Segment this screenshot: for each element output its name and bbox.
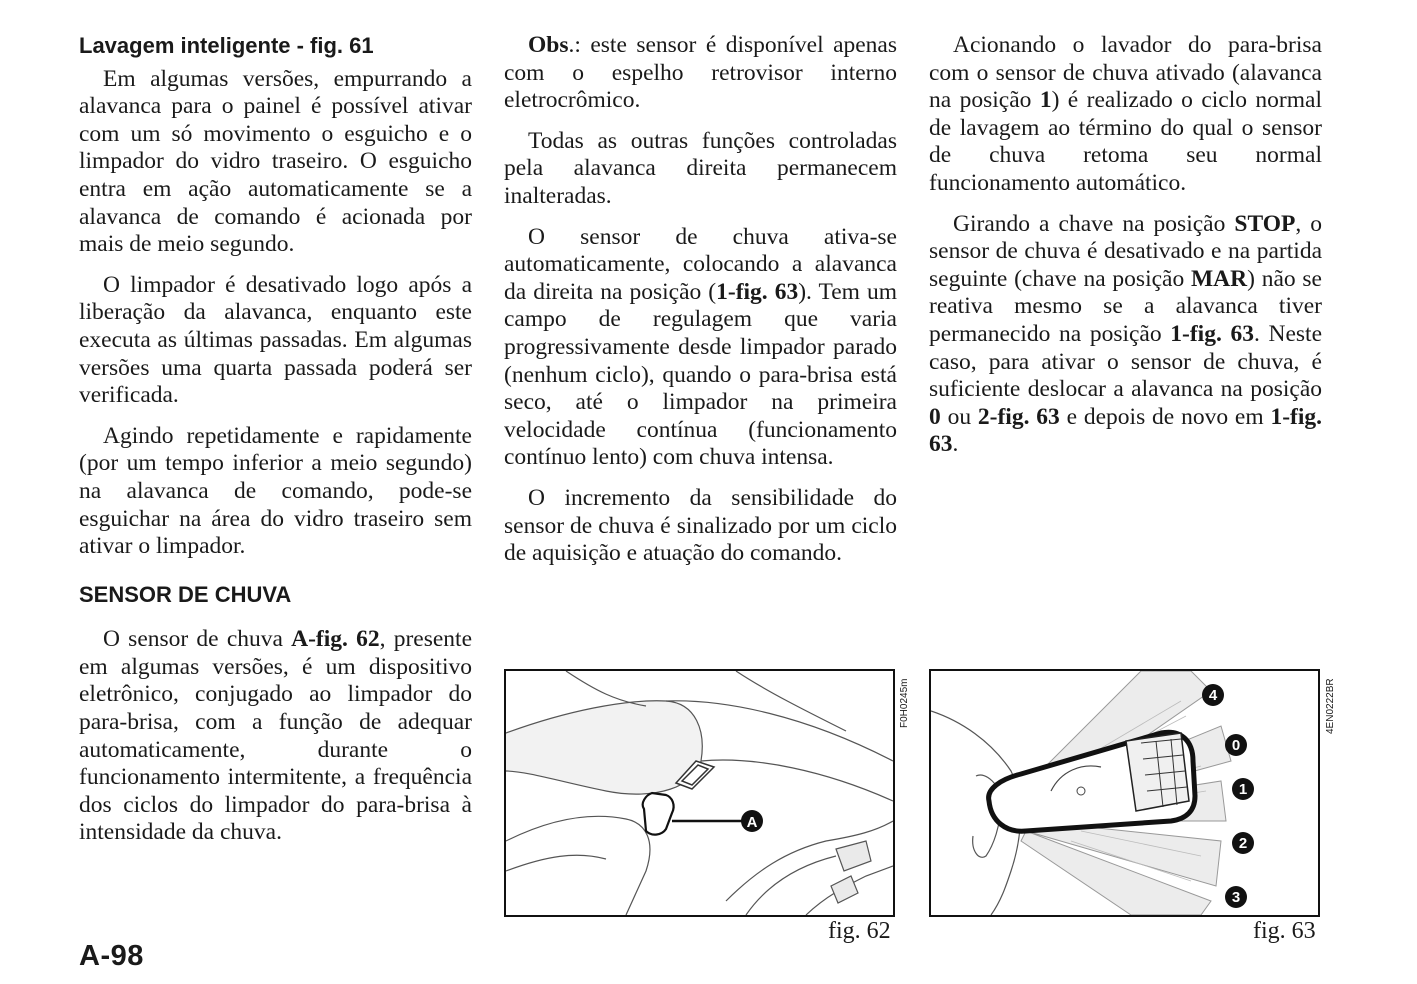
- sensor-shape: [643, 793, 674, 835]
- figure-caption-63: fig. 63: [1253, 918, 1316, 944]
- figure-rain-sensor: [504, 669, 895, 917]
- paragraph: O incremento da sensibilidade do sensor de chuva é sinalizado por um ciclo de aquisição e atuação do comando.: [504, 484, 897, 567]
- paragraph: O sensor de chuva ativa-se automaticamente, colocando a alavanca da direita na posição (1-fig. 63). Tem um campo de regulagem que varia progressivamente desde limpador parado (nenhum ciclo), quando o para-brisa está seco, até o limpador na primeira velocidade contínua (funcionamento contínuo lento) com chuva intensa.: [504, 223, 898, 471]
- position-label-2: 2: [1238, 835, 1248, 852]
- text-column-2: [504, 32, 897, 581]
- paragraph: O sensor de chuva A-fig. 62, presente em algumas versões, é um dispositivo eletrônico, conjugado ao limpador do para-brisa, com a função de adequar automaticamente, durante o funcionamento intermitente, a frequência dos ciclos do limpador do para-brisa à intensidade da chuva.: [79, 626, 472, 846]
- section-heading-rain-sensor: SENSOR DE CHUVA: [79, 581, 292, 607]
- paragraph: Acionando o lavador do para-brisa com o sensor de chuva ativado (alavanca na posição 1) é realizado o ciclo normal de lavagem ao término do qual o sensor de chuva retoma seu normal funcionamento automático.: [929, 32, 1322, 196]
- position-label-1: 1: [1238, 781, 1248, 798]
- figure-code-62: F0H0245m: [899, 678, 910, 728]
- text-column-3: [929, 32, 1322, 472]
- figure-code-63: 4EN0222BR: [1325, 678, 1336, 734]
- position-label-4: 4: [1208, 687, 1218, 704]
- figure-wiper-lever: [929, 669, 1320, 917]
- paragraph: Todas as outras funções controladas pela alavanca direita permanecem inalteradas.: [504, 127, 897, 209]
- wiper-lever-illustration: [931, 671, 1318, 915]
- section-heading-smart-wash: Lavagem inteligente - fig. 61: [79, 33, 374, 58]
- paragraph-note: Obs.: este sensor é disponível apenas com o espelho retrovisor interno eletrocrômico.: [504, 32, 897, 114]
- position-label-0: 0: [1231, 737, 1241, 754]
- figure-caption-62: fig. 62: [828, 918, 891, 944]
- text-column-1: [79, 32, 472, 860]
- paragraph: Agindo repetidamente e rapidamente (por um tempo inferior a meio segundo) na alavanca de comando, pode-se esguichar na área do vidro traseiro sem ativar o limpador.: [79, 422, 472, 560]
- page-number: A-98: [79, 940, 144, 972]
- rain-sensor-illustration: [506, 671, 893, 915]
- paragraph: Em algumas versões, empurrando a alavanca para o painel é possível ativar com um só movimento o esguicho e o limpador do vidro traseiro. O esguicho entra em ação automaticamente se a alavanca de comando é acionada por mais de meio segundo.: [79, 65, 472, 258]
- paragraph: O limpador é desativado logo após a liberação da alavanca, enquanto este executa as últimas passadas. Em algumas versões uma quarta passada poderá ser verificada.: [79, 271, 472, 409]
- position-label-3: 3: [1231, 889, 1241, 906]
- callout-label-a: A: [746, 814, 758, 831]
- paragraph: Girando a chave na posição STOP, o sensor de chuva é desativado e na partida seguinte (chave na posição MAR) não se reativa mesmo se a alavanca tiver permanecido na posição 1-fig. 63. Neste caso, para ativar o sensor de chuva, é suficiente deslocar a alavanca na posição 0 ou 2-fig. 63 e depois de novo em 1-fig. 63.: [929, 210, 1323, 458]
